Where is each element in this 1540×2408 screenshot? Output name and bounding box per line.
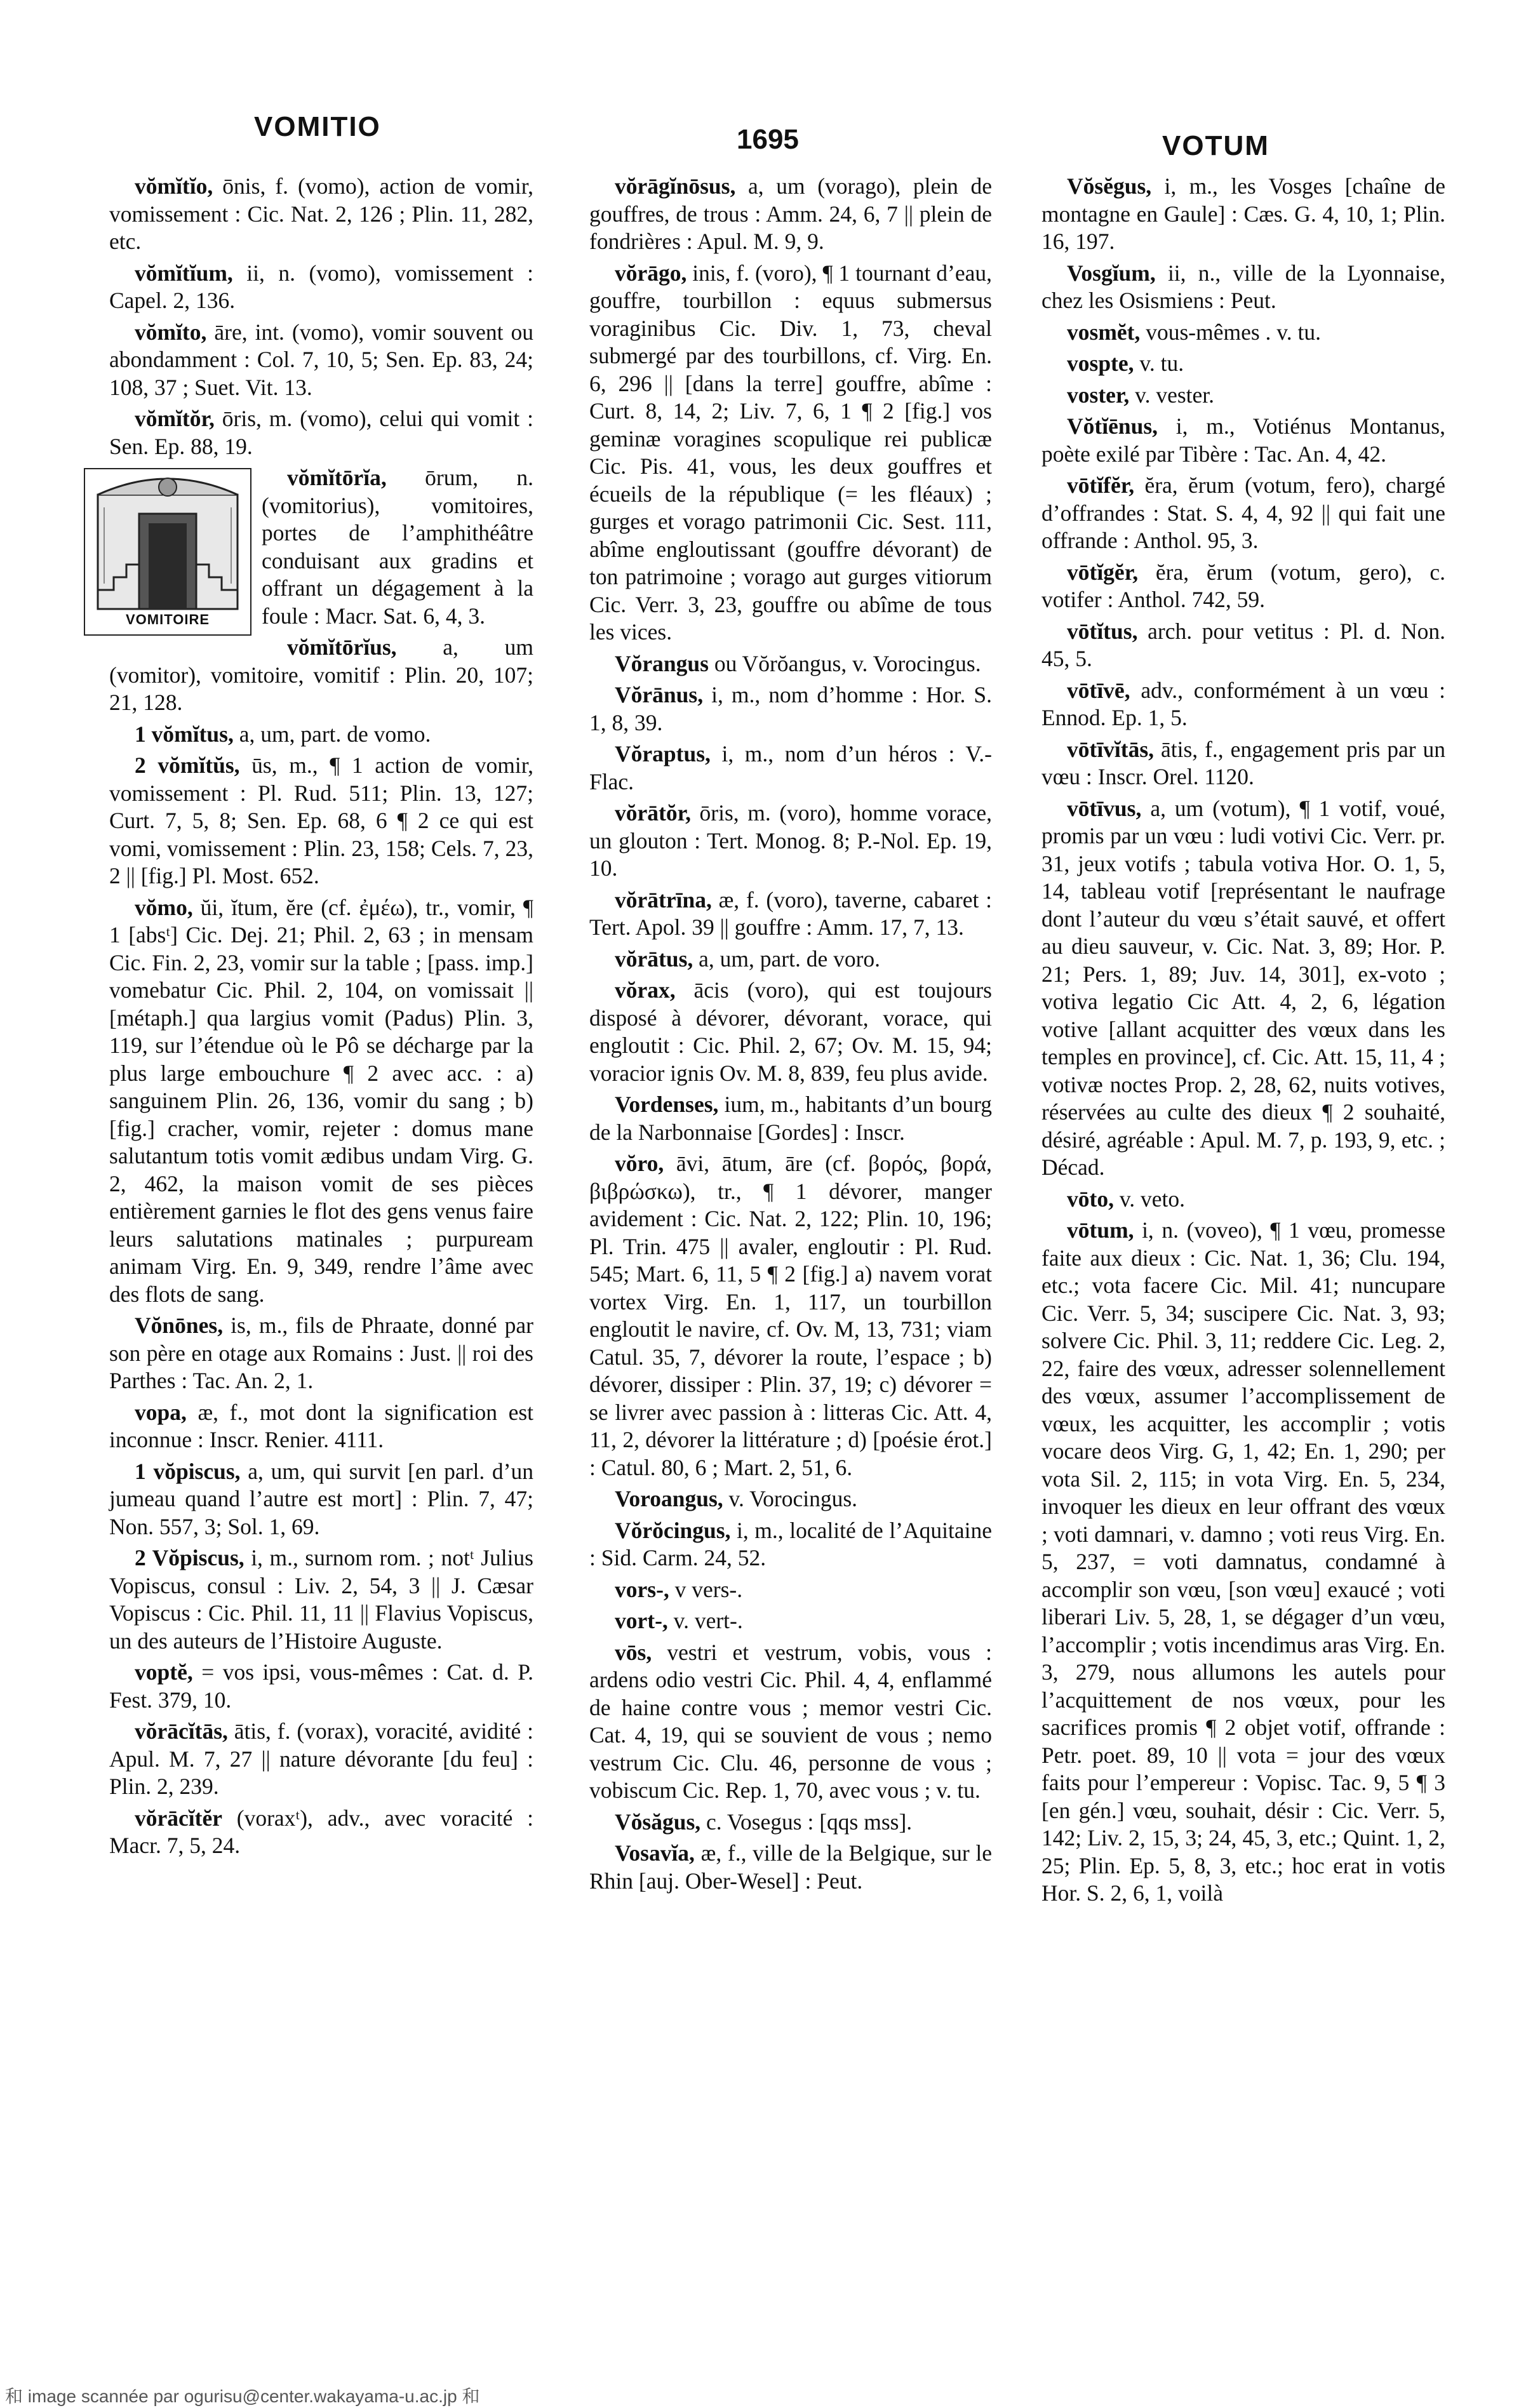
headword: Vŏrānus, <box>615 682 704 707</box>
entry-definition: i, m., surnom rom. ; notᵗ Julius Vopiscus, consul : Liv. 2, 54, 3 || J. Cæsar Vopiscus : Cic. Phil. 11, 11 || Flavius Vopiscus, un des auteurs de l’Histoire Auguste. <box>109 1545 533 1654</box>
entry-definition: i, m., localité de l’Aquitaine : Sid. Carm. 24, 52. <box>589 1517 992 1570</box>
dictionary-entry <box>589 946 992 973</box>
dictionary-entry <box>109 894 533 1309</box>
dictionary-entry <box>109 634 533 717</box>
dictionary-entry <box>109 1659 533 1714</box>
headword: Vŏnōnes, <box>135 1313 224 1338</box>
headword: vosmĕt, <box>1067 319 1141 345</box>
entry-definition: āre, int. (vomo), vomir souvent ou abondamment : Col. 7, 10, 5; Sen. Ep. 83, 24; 108, 37 ; Suet. Vit. 13. <box>109 319 533 400</box>
dictionary-entry <box>589 1639 992 1805</box>
entry-definition: ūs, m., ¶ 1 action de vomir, vomissement : Pl. Rud. 511; Plin. 13, 127; Curt. 7, 5, 8; Sen. Ep. 68, 6 ¶ 2 ce qui est vomi, vomissement : Plin. 23, 158; Cels. 7, 23, 2 || [fig.] Pl. Most. 652. <box>109 752 533 888</box>
headword: vŏrātrīna, <box>615 886 712 913</box>
entry-definition: ātis, f., engagement pris par un vœu : Inscr. Orel. 1120. <box>1041 736 1445 789</box>
dictionary-entry <box>589 1485 992 1513</box>
entry-definition: āvi, ātum, āre (cf. βορός, βορά, βιβρώσκω), tr., ¶ 1 dévorer, manger avidement : Cic. Nat. 2, 122; Plin. 10, 196; Pl. Trin. 475 || avaler, engloutir : Pl. Rud. 545; Mart. 6, 11, 5 ¶ 2 [fig.] a) navem vorat vortex Virg. En. 1, 117, un tourbillon engloutit le navire, cf. Ov. M, 13, 731; viam Catul. 35, 7, dévorer la route, l’espace ; b) dévorer, dissiper : Plin. 37, 19; c) dévorer = se livrer avec passion à : litteras Cic. Att. 4, 11, 2, dévorer la littérature ; d) [poésie érot.] : Catul. 80, 6 ; Mart. 2, 51, 6. <box>589 1151 992 1480</box>
page-number: 1695 <box>737 124 799 155</box>
dictionary-entry <box>589 1809 992 1836</box>
dictionary-entry <box>1041 559 1445 614</box>
dictionary-entry <box>589 1607 992 1635</box>
dictionary-entry <box>109 1805 533 1860</box>
headword: vŏrātŏr, <box>615 800 691 826</box>
entry-definition: ōnis, f. (vomo), action de vomir, vomissement : Cic. Nat. 2, 126 ; Plin. 11, 282, etc. <box>109 173 533 254</box>
headword: vōs, <box>615 1639 652 1665</box>
dictionary-entry <box>109 1458 533 1541</box>
headword: vŏrātus, <box>615 946 693 972</box>
dictionary-entry <box>109 1399 533 1454</box>
entry-definition: v. tu. <box>1134 351 1184 376</box>
column-1 <box>109 173 533 1864</box>
dictionary-entry <box>109 319 533 402</box>
entry-definition: ōris, m. (vomo), celui qui vomit : Sen. Ep. 88, 19. <box>109 406 533 459</box>
page-footer <box>0 2380 1540 2405</box>
headword: Vŏrŏcingus, <box>615 1517 731 1543</box>
dictionary-entry <box>109 464 533 630</box>
dictionary-entry <box>109 405 533 460</box>
scan-credit: 和 image scannée par ogurisu@center.wakayama-u.ac.jp 和 <box>5 2386 480 2406</box>
right-guide-word: VOTUM <box>1162 130 1269 161</box>
entry-definition: i, m., nom d’homme : Hor. S. 1, 8, 39. <box>589 682 992 735</box>
dictionary-entry <box>589 1576 992 1604</box>
headword: vōtĭgĕr, <box>1067 559 1139 585</box>
entry-definition: arch. pour vetitus : Pl. d. Non. 45, 5. <box>1041 618 1445 671</box>
dictionary-entry <box>589 1840 992 1895</box>
entry-definition: ii, n., ville de la Lyonnaise, chez les Osismiens : Peut. <box>1041 260 1445 313</box>
entry-definition: a, um (votum), ¶ 1 votif, voué, promis par un vœu : ludi votivi Cic. Verr. pr. 31, jeux votifs ; tabula votiva Hor. O. 1, 5, 14, tableau votif [représentant le naufrage dont l’auteur du vœu s’était sauvé, et offert au dieu sauveur, v. Cic. Nat. 3, 89; Hor. P. 21; Pers. 1, 89; Juv. 14, 301], ex-voto ; votiva legatio Cic Att. 4, 2, 6, légation votive [allant acquitter des vœux dans les temples en province], cf. Cic. Att. 15, 11, 4 ; votivæ noctes Prop. 2, 28, 62, nuits votives, réservées au culte des dieux ¶ 2 souhaité, désiré, agréable : Apul. M. 7, p. 193, 9, etc. ; Décad. <box>1041 795 1445 1180</box>
headword: 2 Vŏpiscus, <box>135 1545 244 1570</box>
vomitorium-drawing <box>85 469 250 612</box>
entry-definition: a, um (vomitor), vomitoire, vomitif : Plin. 20, 107; 21, 128. <box>109 634 533 715</box>
entry-definition: = vos ipsi, vous-mêmes : Cat. d. P. Fest. 379, 10. <box>109 1659 533 1713</box>
entry-definition: v. vert-. <box>667 1608 743 1633</box>
headword: vōtĭfĕr, <box>1067 472 1135 498</box>
headword: vŏmĭtŏr, <box>135 406 215 431</box>
headword: vŏmĭtĭum, <box>135 260 233 286</box>
entry-definition: i, m., nom d’un héros : V.-Flac. <box>589 741 992 794</box>
figure-caption: VOMITOIRE <box>125 611 210 627</box>
headword: vōtīvus, <box>1067 795 1142 821</box>
left-guide-word: VOMITIO <box>254 111 381 142</box>
headword: voptĕ, <box>135 1659 193 1685</box>
headword: Vŏsăgus, <box>615 1809 701 1835</box>
dictionary-entry <box>109 260 533 315</box>
dictionary-entry <box>589 650 992 678</box>
entry-definition: c. Vosegus : [qqs mss]. <box>700 1809 913 1835</box>
headword: vors-, <box>615 1576 669 1602</box>
entry-definition: ōrum, n. (vomitorius), vomitoires, portes de l’amphithéâtre conduisant aux gradins et offrant un dégagement à la foule : Macr. Sat. 6, 4, 3. <box>262 465 533 629</box>
dictionary-entry <box>1041 413 1445 468</box>
dictionary-entry <box>109 1312 533 1395</box>
entry-definition: adv., conformément à un vœu : Ennod. Ep. 1, 5. <box>1041 677 1445 730</box>
dictionary-entry <box>109 173 533 256</box>
dictionary-entry <box>589 977 992 1087</box>
entry-definition: a, um, part. de voro. <box>693 946 881 972</box>
entry-definition: inis, f. (voro), ¶ 1 tournant d’eau, gouffre, tourbillon : equus submersus voraginibus Cic. Div. 1, 73, cheval submergé par des tourbillons, cf. Virg. En. 6, 296 || [dans la terre] gouffre, abîme : Curt. 8, 14, 2; Liv. 7, 6, 1 ¶ 2 [fig.] vos geminæ voragines scopulique rei publicæ Cic. Pis. 41, vous, les deux gouffres et écueils de la république (= les fléaux) ; gurges et vorago patrimonii Cic. Sest. 111, abîme engloutissant (gouffre dévorant) de ton patrimoine ; vorago aut gurges vitiorum Cic. Verr. 3, 23, gouffre ou abîme de tous les vices. <box>589 260 992 645</box>
dictionary-entry <box>1041 350 1445 378</box>
entry-definition: ou Vŏrŏangus, v. Vorocingus. <box>708 650 981 676</box>
dictionary-entry <box>109 752 533 890</box>
headword: vort-, <box>615 1608 668 1633</box>
headword: vōtīvē, <box>1067 677 1130 703</box>
headword: vŏro, <box>615 1151 664 1176</box>
entry-definition: a, um, part. de vomo. <box>233 721 431 747</box>
headword: 1 vŏpiscus, <box>135 1458 241 1484</box>
headword: Vordenses, <box>615 1092 719 1117</box>
entry-definition: vous-mêmes . v. tu. <box>1140 319 1321 345</box>
dictionary-entry <box>109 1544 533 1655</box>
dictionary-entry <box>109 721 533 749</box>
headword: Vosgĭum, <box>1067 260 1156 286</box>
headword: vŏrāgĭnōsus, <box>615 173 736 199</box>
dictionary-entry <box>1041 260 1445 315</box>
entry-definition: ŭi, ĭtum, ĕre (cf. ἐμέω), tr., vomir, ¶ 1 [absᵗ] Cic. Dej. 21; Phil. 2, 63 ; in mensam Cic. Fin. 2, 23, vomir sur la table ; [pass. imp.] vomebatur Cic. Phil. 2, 104, on vomissait || [métaph.] qua largius vomit (Padus) Plin. 3, 119, sur l’étendue où le Pô se décharge par la plus large embouchure ¶ 2 avec acc. : a) sanguinem Plin. 26, 136, vomir du sang ; b) [fig.] cracher, vomir, rejeter : domus mane salutantum totis vomit ædibus undam Virg. G. 2, 462, la maison vomit de ses pièces entièrement garnies le flot des gens venus faire leurs salutations matinales ; purpuream animam Virg. En. 9, 349, rendre l’âme avec des flots de sang. <box>109 894 533 1307</box>
headword: vŏmĭtōrĭa, <box>287 465 387 490</box>
entry-definition: is, m., fils de Phraate, donné par son père en otage aux Romains : Just. || roi des Parthes : Tac. An. 2, 1. <box>109 1313 533 1393</box>
entry-definition: ōris, m. (voro), homme vorace, un glouton : Tert. Monog. 8; P.-Nol. Ep. 19, 10. <box>589 800 992 881</box>
column-3 <box>1041 173 1445 1911</box>
dictionary-entry <box>589 173 992 256</box>
dictionary-entry <box>1041 795 1445 1182</box>
headword: vospte, <box>1067 351 1134 376</box>
dictionary-entry <box>589 886 992 942</box>
dictionary-entry <box>1041 1217 1445 1908</box>
dictionary-entry <box>1041 173 1445 256</box>
headword: vōto, <box>1067 1186 1114 1212</box>
headword: vŏrāgo, <box>615 260 687 286</box>
headword: vŏmĭtōrĭus, <box>287 634 397 660</box>
dictionary-entry <box>1041 319 1445 347</box>
dictionary-entry <box>1041 618 1445 673</box>
dictionary-entry <box>589 1517 992 1572</box>
headword: voster, <box>1067 382 1130 408</box>
page-header <box>0 105 1540 168</box>
entry-definition: ātis, f. (vorax), voracité, avidité : Apul. M. 7, 27 || nature dévorante [du feu] : Plin. 2, 239. <box>109 1718 533 1799</box>
entry-definition: v. Vorocingus. <box>723 1486 858 1511</box>
headword: 2 vŏmĭtŭs, <box>135 752 240 778</box>
headword: Voroangus, <box>615 1486 723 1511</box>
entry-definition: (voraxᵗ), adv., avec voracité : Macr. 7, 5, 24. <box>109 1805 533 1858</box>
entry-definition: æ, f. (voro), taverne, cabaret : Tert. Apol. 39 || gouffre : Amm. 17, 7, 13. <box>589 886 992 940</box>
headword: Vŏraptus, <box>615 741 711 766</box>
dictionary-entry <box>589 1150 992 1482</box>
entry-definition: v vers-. <box>669 1576 743 1602</box>
entry-definition: i, n. (voveo), ¶ 1 vœu, promesse faite aux dieux : Cic. Nat. 1, 36; Clu. 194, etc.; vota facere Cic. Mil. 41; nuncupare Cic. Verr. 5, 34; suscipere Cic. Nat. 3, 93; solvere Cic. Phil. 3, 11; reddere Cic. Leg. 2, 22, faire des vœux, adresser solennellement des vœux, assumer l’accomplissement de vœux, les acquitter, les accomplir ; votis vocare deos Virg. G, 1, 42; En. 1, 290; per vota Sil. 2, 115; in vota Virg. En. 5, 234, invoquer les dieux en leur offrant des vœux ; voti damnari, v. damno ; voti reus Virg. En. 5, 237, = voti damnatus, condamné à accomplir son vœu, [son vœu] exaucé ; voti liberari Liv. 5, 28, 1, se dégager d’un vœu, l’accomplir ; votis incendimus aras Virg. En. 3, 279, nous allumons les autels pour l’acquittement de nos vœux, pour les sacrifices promis ¶ 2 objet votif, offrande : Petr. poet. 89, 10 || vota = jour des vœux faits pour l’empereur : Vopisc. Tac. 9, 5 ¶ 3 [en gén.] vœu, souhait, désir : Cic. Verr. 5, 142; Liv. 2, 15, 3; 24, 45, 3, etc.; Quint. 1, 2, 25; Plin. Ep. 5, 8, 3, etc.; hoc erat in votis Hor. S. 2, 6, 1, voilà <box>1041 1217 1445 1906</box>
headword: vŏmo, <box>135 894 193 920</box>
entry-definition: a, um (vorago), plein de gouffres, de trous : Amm. 24, 6, 7 || plein de fondrières : Apul. M. 9, 9. <box>589 173 992 254</box>
headword: vopa, <box>135 1399 187 1425</box>
headword: vŏrācĭtās, <box>135 1718 228 1744</box>
entry-definition: vestri et vestrum, vobis, vous : ardens odio vestri Cic. Phil. 4, 4, enflammé de haine contre vous ; memor vestri Cic. Cat. 4, 19, qui se souvient de vous ; nemo vestrum Cic. Clu. 46, personne de vous ; vobiscum Cic. Rep. 1, 70, avec vous ; v. tu. <box>589 1639 992 1803</box>
dictionary-entry <box>1041 677 1445 732</box>
dictionary-entry <box>1041 472 1445 555</box>
column-2 <box>589 173 992 1899</box>
headword: vŏmĭto, <box>135 319 207 345</box>
headword: vŏmĭtĭo, <box>135 173 213 199</box>
headword: Vŏtĭēnus, <box>1067 413 1158 439</box>
entry-definition: v. vester. <box>1129 382 1215 408</box>
entry-definition: i, m., Votiénus Montanus, poète exilé par Tibère : Tac. An. 4, 42. <box>1041 413 1445 467</box>
headword: Vŏrangus <box>615 650 709 676</box>
dictionary-entry <box>589 681 992 737</box>
entry-definition: ĕra, ĕrum (votum, gero), c. votifer : Anthol. 742, 59. <box>1041 559 1445 612</box>
dictionary-entry <box>1041 382 1445 410</box>
headword: vōtīvĭtās, <box>1067 736 1155 762</box>
entry-definition: ĕra, ĕrum (votum, fero), chargé d’offrandes : Stat. S. 4, 4, 92 || qui fait une offrande : Anthol. 95, 3. <box>1041 472 1445 553</box>
entry-definition: v. veto. <box>1113 1186 1186 1212</box>
dictionary-entry <box>1041 736 1445 791</box>
entry-definition: a, um, qui survit [en parl. d’un jumeau quand l’autre est mort] : Plin. 7, 47; Non. 557, 3; Sol. 1, 69. <box>109 1458 533 1539</box>
entry-definition: æ, f., mot dont la signification est inconnue : Inscr. Renier. 4111. <box>109 1399 533 1452</box>
entry-definition: ium, m., habitants d’un bourg de la Narbonnaise [Gordes] : Inscr. <box>589 1092 992 1145</box>
headword: vōtum, <box>1067 1217 1134 1243</box>
dictionary-entry <box>589 799 992 883</box>
headword: Vŏsĕgus, <box>1067 173 1152 199</box>
entry-definition: ācis (voro), qui est toujours disposé à dévorer, dévorant, vorace, qui engloutit : Cic. Phil. 2, 67; Ov. M. 15, 94; voracior ignis Ov. M. 8, 839, feu plus avide. <box>589 977 992 1086</box>
headword: 1 vŏmĭtus, <box>135 721 234 747</box>
headword: vōtĭtus, <box>1067 618 1138 644</box>
entry-definition: i, m., les Vosges [chaîne de montagne en Gaule] : Cæs. G. 4, 10, 1; Plin. 16, 197. <box>1041 173 1445 254</box>
dictionary-entry <box>109 1718 533 1801</box>
dictionary-entry <box>589 1091 992 1146</box>
entry-definition: ii, n. (vomo), vomissement : Capel. 2, 136. <box>109 260 533 313</box>
headword: Vosavĭa, <box>615 1840 695 1866</box>
headword: vŏrācĭtĕr <box>135 1805 222 1831</box>
headword: vŏrax, <box>615 977 676 1003</box>
dictionary-entry <box>1041 1186 1445 1214</box>
dictionary-entry <box>589 740 992 796</box>
entry-definition: æ, f., ville de la Belgique, sur le Rhin [auj. Ober-Wesel] : Peut. <box>589 1840 992 1894</box>
dictionary-entry <box>589 260 992 646</box>
vomitorium-illustration <box>84 468 251 636</box>
